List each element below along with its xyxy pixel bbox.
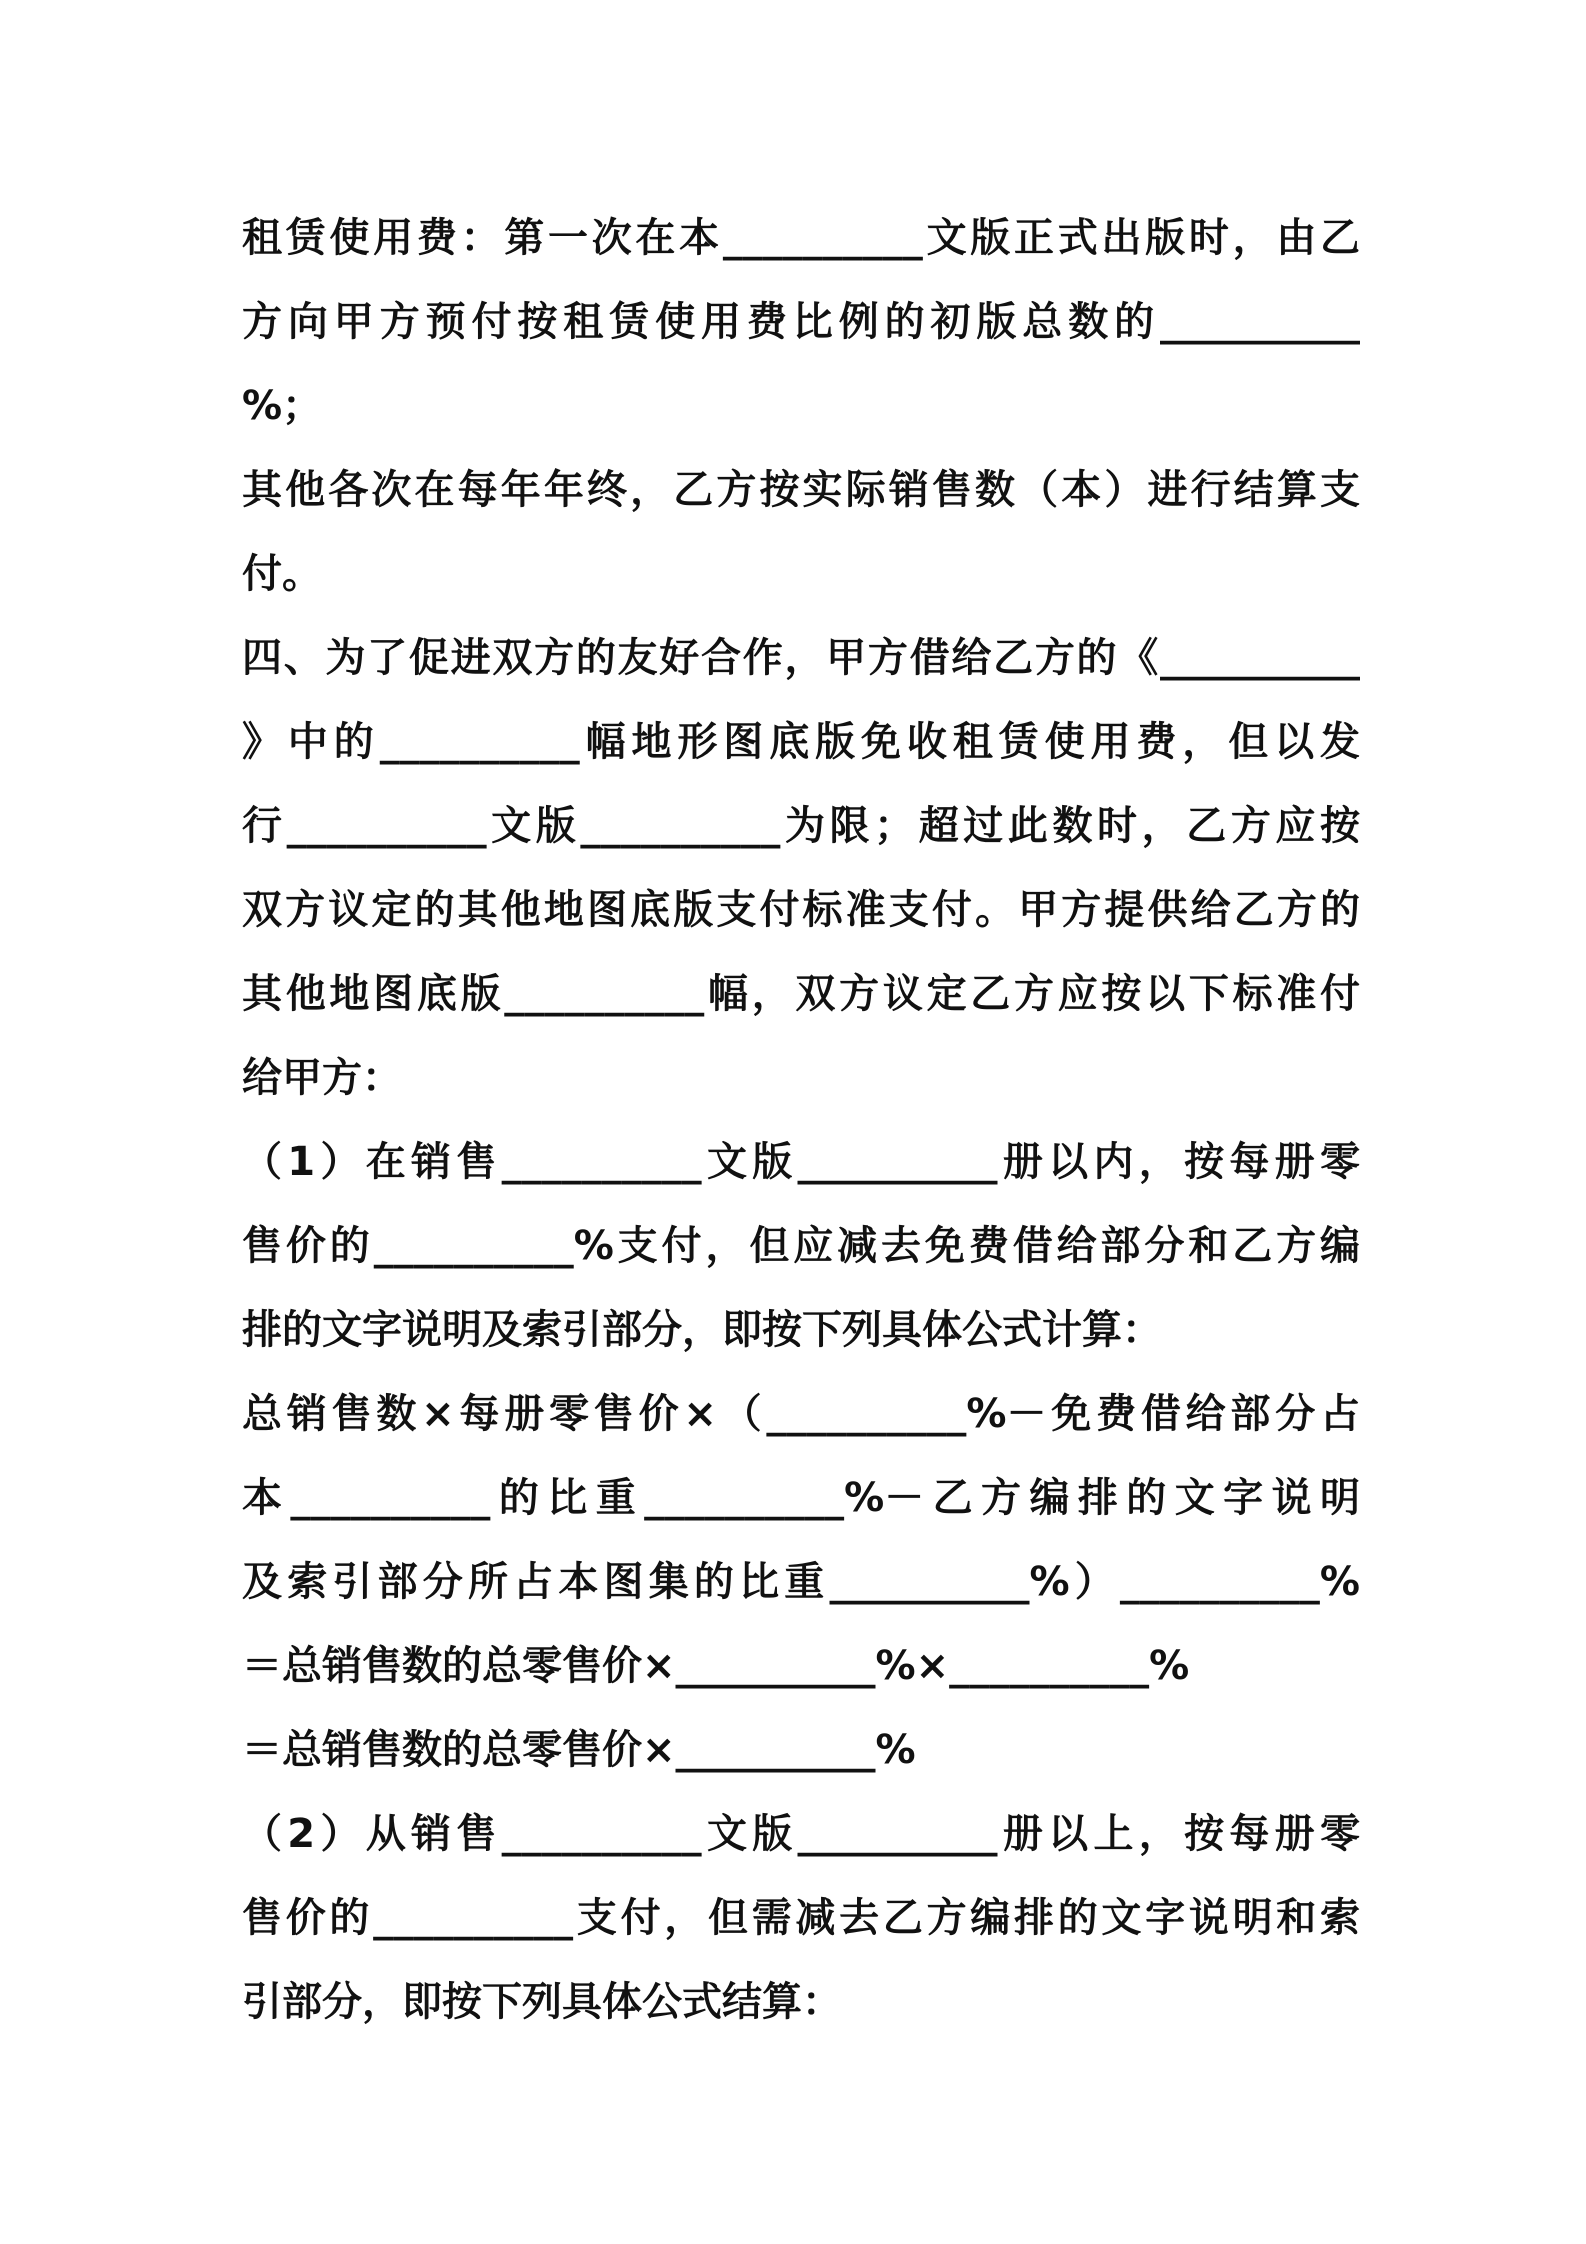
text-line: 引部分，即按下列具体公式结算：	[242, 1979, 842, 2025]
text-line: 双方议定的其他地图底版支付标准支付。甲方提供给乙方的	[242, 887, 1360, 933]
text-line: 其他地图底版__________幅，双方议定乙方应按以下标准付	[242, 971, 1360, 1017]
text-line: %；	[242, 383, 323, 429]
text-line: 总销售数×每册零售价×（__________%－免费借给部分占	[242, 1391, 1360, 1437]
text-line: （1）在销售__________文版__________册以内，按每册零	[242, 1139, 1360, 1185]
text-line: 其他各次在每年年终，乙方按实际销售数（本）进行结算支	[242, 467, 1360, 513]
document-body	[242, 196, 1360, 2044]
text-line: 售价的__________支付，但需减去乙方编排的文字说明和索	[242, 1895, 1360, 1941]
text-line: 租赁使用费：第一次在本__________文版正式出版时，由乙	[242, 215, 1360, 261]
text-line: 售价的__________%支付，但应减去免费借给部分和乙方编	[242, 1223, 1360, 1269]
text-line: 四、为了促进双方的友好合作，甲方借给乙方的《__________	[242, 635, 1360, 681]
text-line: 及索引部分所占本图集的比重__________%）__________%	[242, 1559, 1360, 1605]
text-line: ＝总销售数的总零售价×__________%×__________%	[242, 1643, 1190, 1689]
text-line: 本__________的比重__________%－乙方编排的文字说明	[242, 1475, 1360, 1521]
text-line: （2）从销售__________文版__________册以上，按每册零	[242, 1811, 1360, 1857]
text-line: 给甲方：	[242, 1055, 402, 1101]
text-line: 》中的__________幅地形图底版免收租赁使用费，但以发	[242, 719, 1360, 765]
text-line: 排的文字说明及索引部分，即按下列具体公式计算：	[242, 1307, 1162, 1353]
text-line: 方向甲方预付按租赁使用费比例的初版总数的__________	[242, 299, 1360, 345]
text-line: 付。	[242, 551, 322, 597]
text-line: ＝总销售数的总零售价×__________%	[242, 1727, 916, 1773]
text-line: 行__________文版__________为限；超过此数时，乙方应按	[242, 803, 1360, 849]
